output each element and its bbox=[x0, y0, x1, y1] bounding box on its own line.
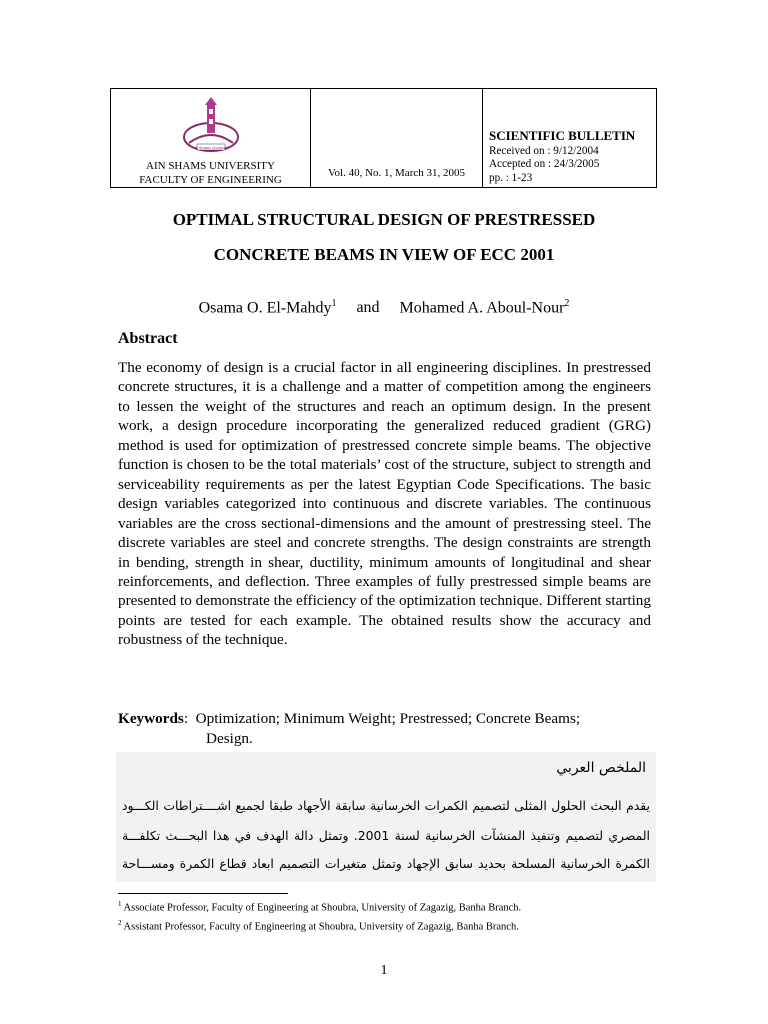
footnote-1-text: Associate Professor, Faculty of Engineering at Shoubra, University of Zagazig, Banha Branch. bbox=[123, 902, 522, 914]
footnote-2 bbox=[118, 919, 658, 933]
paper-title-line2: CONCRETE BEAMS IN VIEW OF ECC 2001 bbox=[213, 245, 555, 264]
arabic-line2: المصري لتصميم وتنفيذ المنشآت الخرسانية لسنة 2001. وتمثل دالة الهدف في هذا البحـــث تكلفـــة bbox=[122, 828, 650, 843]
keywords-line2: Design. bbox=[206, 729, 253, 747]
author-1: Osama O. El-Mahdy bbox=[198, 299, 332, 317]
bulletin-cell bbox=[483, 89, 656, 187]
arabic-abstract bbox=[116, 752, 656, 882]
university-line1: AIN SHAMS UNIVERSITY bbox=[146, 160, 275, 172]
arabic-line1: يقدم البحث الحلول المثلى لتصميم الكمرات الخرسانية سابقة الأجهاد طبقا لجميع اشــــتراطات الكـــود bbox=[122, 798, 650, 813]
bulletin-info bbox=[489, 129, 635, 185]
keywords-line1: Optimization; Minimum Weight; Prestressed; Concrete Beams; bbox=[195, 710, 581, 727]
header-table bbox=[110, 88, 657, 188]
page-range: pp. : 1-23 bbox=[489, 171, 533, 184]
abstract-text: The economy of design is a crucial factor in all engineering disciplines. In prestressed concrete structures, it is a challenge and a matter of competition among the engineers to lessen the weight of the structures and reach an optimum design. In the present work, a design procedure incorporating the generalized reduced gradient (GRG) method is used for optimization of prestressed concrete simple beams. The objective function is chosen to be the total materials’ cost of the structure, subject to strength and serviceability requirements as per the latest Egyptian Code Specifications. The basic design variables categorized into continuous and discrete variables. The continuous variables are the cross sectional-dimensions and the amount of prestressing steel. The discrete variables are steel and concrete strengths. The design constraints are strength in bending, strength in shear, ductility, minimum amounts of longitudinal and shear reinforcements, and deflection. Three examples of fully prestressed simple beams are presented to demonstrate the efficiency of the optimization technique. Different starting points are tested for each example. The obtained results show the accuracy and robustness of the technique. bbox=[118, 359, 651, 649]
author-2-affil: 2 bbox=[564, 298, 570, 309]
university-logo-icon bbox=[181, 97, 241, 157]
bulletin-title: SCIENTIFIC BULLETIN bbox=[489, 128, 636, 143]
keywords-label: Keywords bbox=[118, 710, 184, 727]
volume-info: Vol. 40, No. 1, March 31, 2005 bbox=[328, 167, 465, 179]
footnote-divider bbox=[118, 893, 288, 894]
author-1-affil: 1 bbox=[331, 298, 337, 309]
arabic-line3: الكمرة الخرسانية المسلحة بحديد سابق الإجهاد وتمثل متغيرات التصميم ابعاد قطاع الكمرة ومســـاحة bbox=[122, 856, 650, 871]
author-2: Mohamed A. Aboul-Nour bbox=[399, 299, 565, 317]
university-cell bbox=[111, 89, 311, 187]
footnote-2-text: Assistant Professor, Faculty of Engineering at Shoubra, University of Zagazig, Banha Branch. bbox=[123, 921, 519, 933]
volume-cell bbox=[311, 89, 483, 187]
keywords-section: Keywords : Optimization; Minimum Weight; Prestressed; Concrete Beams; Design. bbox=[118, 709, 651, 748]
accepted-date: Accepted on : 24/3/2005 bbox=[489, 158, 600, 170]
received-date: Received on : 9/12/2004 bbox=[489, 144, 599, 157]
page-number: 1 bbox=[380, 963, 388, 978]
footnote-2-mark: 2 bbox=[118, 919, 122, 927]
arabic-abstract-heading: الملخص العربي bbox=[556, 760, 646, 776]
abstract-heading: Abstract bbox=[118, 330, 178, 347]
university-name bbox=[111, 159, 310, 187]
author-line bbox=[0, 298, 768, 317]
paper-title-line1: OPTIMAL STRUCTURAL DESIGN OF PRESTRESSED bbox=[172, 210, 596, 229]
footnote-1 bbox=[118, 900, 658, 914]
footnote-1-mark: 1 bbox=[118, 900, 122, 908]
author-conjunction: and bbox=[356, 299, 380, 317]
university-line2: FACULTY OF ENGINEERING bbox=[139, 174, 282, 186]
logo-caption: Ain Shams University bbox=[192, 146, 230, 150]
